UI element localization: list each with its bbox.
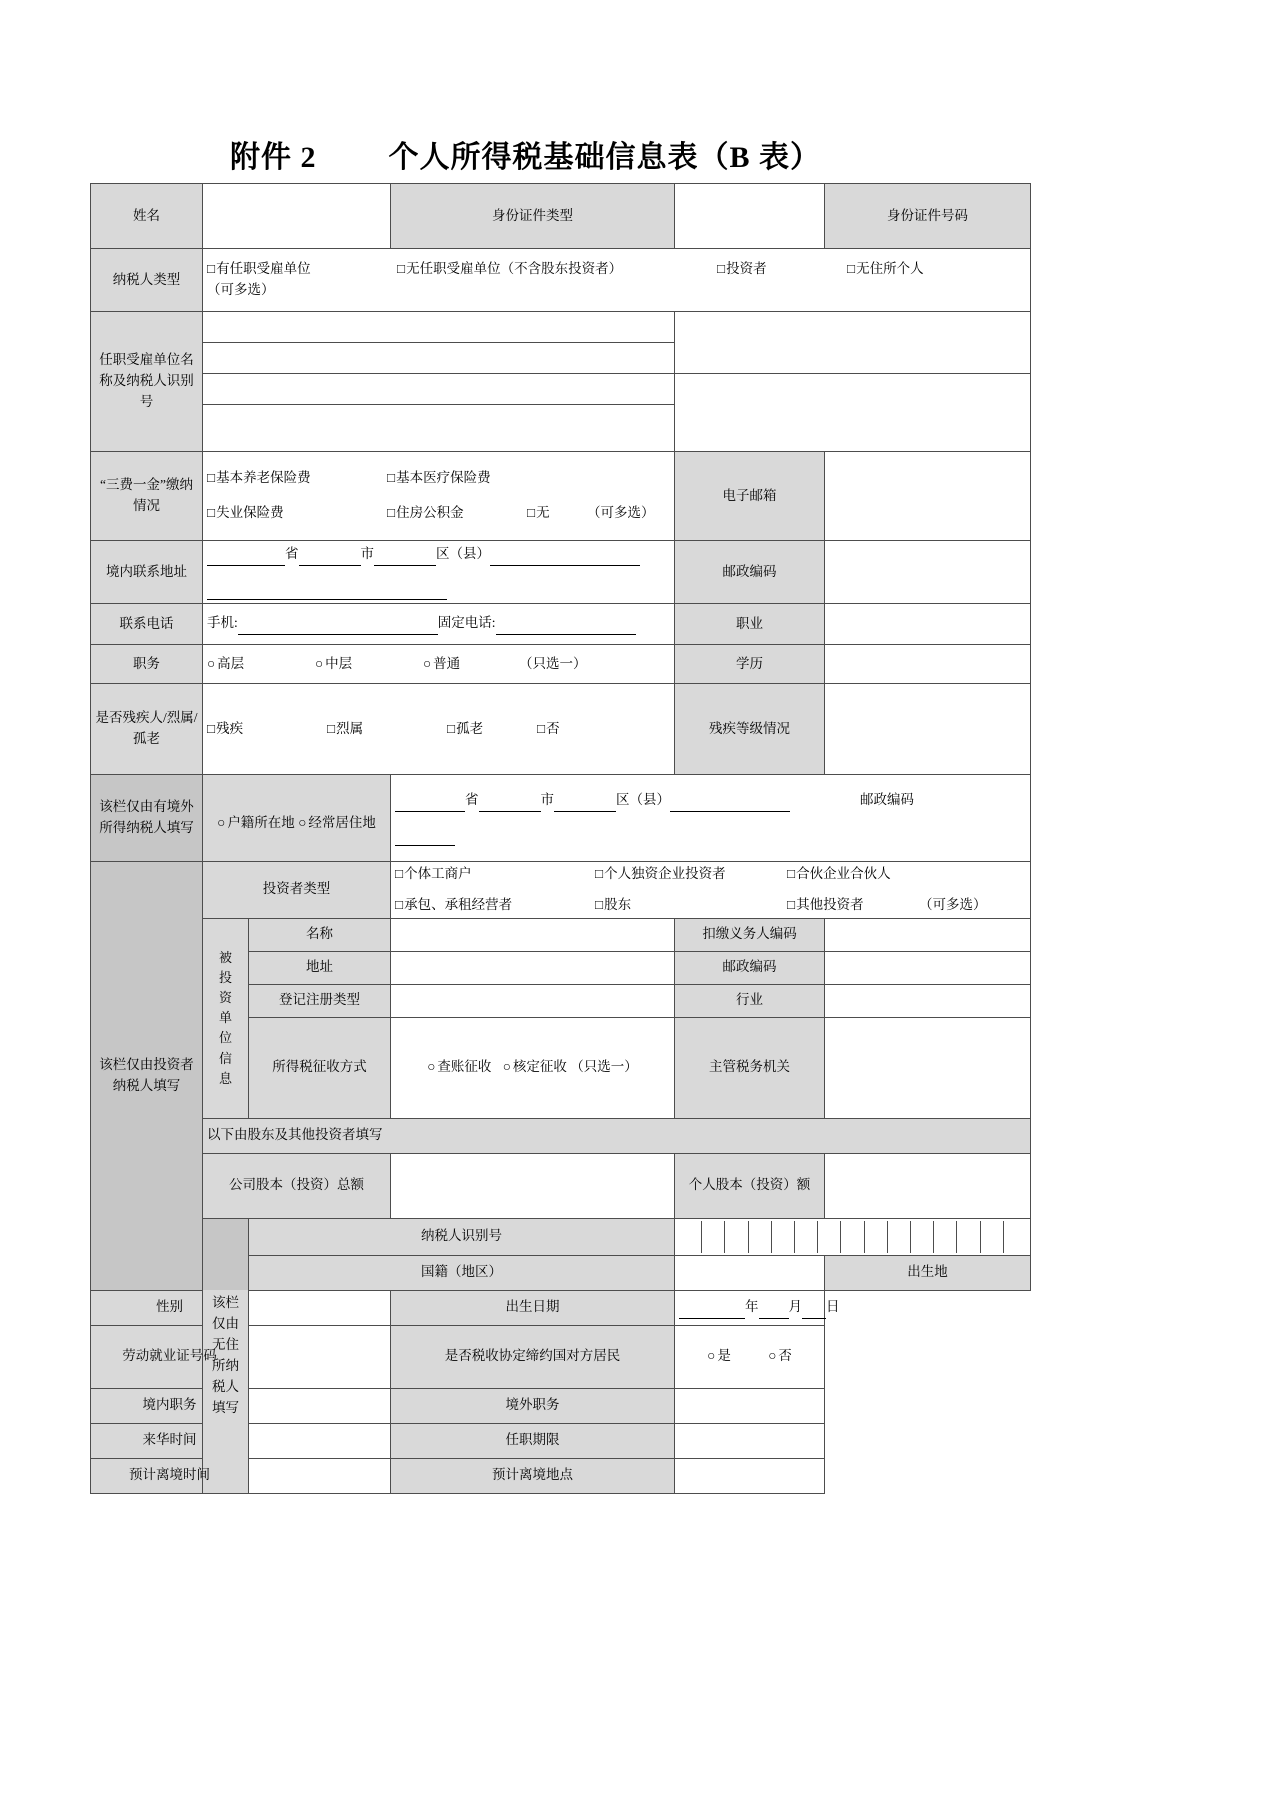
overseas-address-line-1[interactable] <box>395 790 1026 812</box>
checkbox-disability-3[interactable]: □ 否 <box>537 719 560 740</box>
value-personal-capital[interactable] <box>825 1153 1031 1218</box>
label-investor-type: 投资者类型 <box>203 862 391 919</box>
label-domestic-address: 境内联系地址 <box>91 541 203 604</box>
mobile-label: 手机: <box>207 615 238 631</box>
checkbox-three-fees-3[interactable]: □ 住房公积金 <box>387 503 527 524</box>
label-industry: 行业 <box>675 984 825 1017</box>
checkbox-three-fees-4[interactable]: □ 无 <box>527 503 587 524</box>
value-competent-tax-authority[interactable] <box>825 1017 1031 1118</box>
row-arrival-term <box>91 1423 1031 1458</box>
tid-box[interactable] <box>818 1221 841 1253</box>
vertical-char: 投 <box>218 969 232 985</box>
value-nationality[interactable] <box>675 1255 825 1290</box>
radio-position-2[interactable]: ○ 普通 <box>423 654 519 675</box>
value-treaty-resident[interactable] <box>675 1325 825 1388</box>
row-position <box>91 645 1031 684</box>
value-employer-name-2[interactable] <box>203 343 675 374</box>
overseas-residence-options[interactable] <box>203 775 391 862</box>
address-city-label: 市 <box>360 546 374 562</box>
value-arrival-date[interactable] <box>249 1423 391 1458</box>
checkbox-disability-2[interactable]: □ 孤老 <box>447 719 537 740</box>
row-shareholder-note <box>91 1118 1031 1153</box>
value-employer-name-4[interactable] <box>203 405 675 452</box>
label-employer: 任职受雇单位名称及纳税人识别号 <box>91 312 203 452</box>
attachment-number: 附件 2 <box>230 141 317 174</box>
label-disability-level: 残疾等级情况 <box>675 684 825 775</box>
value-expected-departure-date[interactable] <box>249 1458 391 1493</box>
taxpayer-id-boxes[interactable] <box>679 1221 1026 1253</box>
value-disability-status[interactable] <box>203 684 675 775</box>
tid-box[interactable] <box>865 1221 888 1253</box>
label-position: 职务 <box>91 645 203 684</box>
row-three-fees <box>91 452 1031 541</box>
value-disability-level[interactable] <box>825 684 1031 775</box>
label-expected-departure-place: 预计离境地点 <box>391 1458 675 1493</box>
value-contact-phone[interactable] <box>203 604 675 645</box>
vertical-char: 被 <box>218 949 232 965</box>
value-name[interactable] <box>203 184 391 249</box>
label-disability-status: 是否残疾人/烈属/孤老 <box>91 684 203 775</box>
label-entity-name: 名称 <box>249 918 391 951</box>
row-disability <box>91 684 1031 775</box>
label-entity-postal-code: 邮政编码 <box>675 951 825 984</box>
row-entity-name <box>91 918 1031 951</box>
row-investor-type <box>91 862 1031 919</box>
address-district-label: 区（县） <box>436 546 490 562</box>
label-gender: 性别 <box>91 1290 249 1325</box>
value-collection-method[interactable] <box>391 1017 675 1118</box>
radio-position-0[interactable]: ○ 高层 <box>207 654 315 675</box>
label-contact-phone: 联系电话 <box>91 604 203 645</box>
section-label-overseas: 该栏仅由有境外所得纳税人填写 <box>91 775 203 862</box>
checkbox-taxpayer-type-3[interactable]: □ 无住所个人 <box>847 259 997 280</box>
value-email[interactable] <box>825 452 1031 541</box>
value-entity-postal-code[interactable] <box>825 951 1031 984</box>
label-taxpayer-id: 纳税人识别号 <box>249 1218 675 1255</box>
shareholder-note: 以下由股东及其他投资者填写 <box>203 1118 1031 1153</box>
value-overseas-position[interactable] <box>675 1388 825 1423</box>
position-note: （只选一） <box>519 655 587 671</box>
overseas-province-label: 省 <box>465 792 479 808</box>
tid-box[interactable] <box>841 1221 864 1253</box>
tax-basic-info-table <box>90 183 1031 1494</box>
label-three-fees: “三费一金”缴纳情况 <box>91 452 203 541</box>
row-employer-1 <box>91 312 1031 343</box>
three-fees-note: （可多选） <box>587 505 655 520</box>
row-name-id <box>91 184 1031 249</box>
investor-type-note: （可多选） <box>919 896 987 912</box>
form-title: 个人所得税基础信息表（B 表） <box>388 141 822 174</box>
value-term-of-office[interactable] <box>675 1423 825 1458</box>
value-employer-name-3[interactable] <box>203 374 675 405</box>
label-occupation: 职业 <box>675 604 825 645</box>
landline-label: 固定电话: <box>437 615 496 631</box>
section-label-nonresident: 该栏仅由无住所纳税人填写 <box>203 1218 249 1493</box>
checkbox-investor-type-2[interactable]: □ 合伙企业合伙人 <box>787 864 891 885</box>
value-occupation[interactable] <box>825 604 1031 645</box>
tid-box[interactable] <box>725 1221 748 1253</box>
checkbox-taxpayer-type-2[interactable]: □ 投资者 <box>717 259 847 280</box>
checkbox-disability-1[interactable]: □ 烈属 <box>327 719 447 740</box>
birth-day-label: 日 <box>826 1298 840 1314</box>
tid-box[interactable] <box>911 1221 934 1253</box>
vertical-char: 息 <box>218 1070 232 1086</box>
overseas-address-line-2[interactable] <box>395 824 1026 846</box>
label-expected-departure-date: 预计离境时间 <box>91 1458 249 1493</box>
row-overseas-income <box>91 775 1031 862</box>
value-gender[interactable] <box>249 1290 391 1325</box>
row-departure <box>91 1458 1031 1493</box>
row-domestic-address <box>91 541 1031 604</box>
value-employer-tin-1[interactable] <box>675 312 1031 374</box>
address-line-2[interactable] <box>207 578 670 600</box>
value-domestic-position[interactable] <box>249 1388 391 1423</box>
checkbox-investor-type-3[interactable]: □ 承包、承租经营者 <box>395 895 595 916</box>
row-employer-3 <box>91 374 1031 405</box>
checkbox-investor-type-0[interactable]: □ 个体工商户 <box>395 864 595 885</box>
value-education[interactable] <box>825 645 1031 684</box>
checkbox-three-fees-0[interactable]: □ 基本养老保险费 <box>207 468 387 489</box>
checkbox-three-fees-1[interactable]: □ 基本医疗保险费 <box>387 468 491 489</box>
checkbox-investor-type-1[interactable]: □ 个人独资企业投资者 <box>595 864 787 885</box>
overseas-city-label: 市 <box>540 792 554 808</box>
vertical-char: 资 <box>218 990 232 1006</box>
radio-treaty-yes[interactable]: ○ 是 <box>707 1346 731 1367</box>
label-education: 学历 <box>675 645 825 684</box>
radio-household-registration[interactable]: ○ 户籍所在地 <box>217 813 295 834</box>
value-employment-permit[interactable] <box>249 1325 391 1388</box>
tid-box[interactable] <box>772 1221 795 1253</box>
birth-month-label: 月 <box>788 1298 802 1314</box>
checkbox-investor-type-4[interactable]: □ 股东 <box>595 895 787 916</box>
value-taxpayer-type[interactable] <box>203 249 1031 312</box>
value-company-capital[interactable] <box>391 1153 675 1218</box>
label-postal-code: 邮政编码 <box>675 541 825 604</box>
value-industry[interactable] <box>825 984 1031 1017</box>
checkbox-taxpayer-type-0[interactable]: □ 有任职受雇单位 <box>207 259 397 280</box>
label-overseas-position: 境外职务 <box>391 1388 675 1423</box>
page-title <box>90 132 1030 176</box>
tid-box[interactable] <box>888 1221 911 1253</box>
label-birth-place: 出生地 <box>825 1255 1031 1290</box>
birth-year-label: 年 <box>745 1298 759 1314</box>
label-invested-unit-info <box>203 918 249 1118</box>
tid-box[interactable] <box>981 1221 1004 1253</box>
collection-method-note: （只选一） <box>570 1059 638 1075</box>
value-registration-type[interactable] <box>391 984 675 1017</box>
address-province-label: 省 <box>285 546 299 562</box>
label-nationality: 国籍（地区） <box>249 1255 675 1290</box>
tid-box[interactable] <box>1004 1221 1026 1253</box>
value-entity-name[interactable] <box>391 918 675 951</box>
radio-collection-assessed[interactable]: ○ 核定征收 <box>503 1057 567 1078</box>
label-id-type: 身份证件类型 <box>391 184 675 249</box>
checkbox-three-fees-2[interactable]: □ 失业保险费 <box>207 503 387 524</box>
label-withholding-agent-code: 扣缴义务人编码 <box>675 918 825 951</box>
label-treaty-resident: 是否税收协定缔约国对方居民 <box>391 1325 675 1388</box>
label-email: 电子邮箱 <box>675 452 825 541</box>
vertical-char: 单 <box>218 1010 232 1026</box>
vertical-char: 信 <box>218 1050 232 1066</box>
value-withholding-agent-code[interactable] <box>825 918 1031 951</box>
label-taxpayer-type: 纳税人类型 <box>91 249 203 312</box>
value-id-type[interactable] <box>675 184 825 249</box>
row-nonresident-taxpayer-id <box>91 1218 1031 1255</box>
tid-box[interactable] <box>957 1221 980 1253</box>
overseas-postal-label: 邮政编码 <box>860 792 914 808</box>
tid-box[interactable] <box>934 1221 957 1253</box>
value-employer-name-1[interactable] <box>203 312 675 343</box>
label-employment-permit: 劳动就业证号码 <box>91 1325 249 1388</box>
tid-box[interactable] <box>702 1221 725 1253</box>
row-capital <box>91 1153 1031 1218</box>
checkbox-taxpayer-type-1[interactable]: □ 无任职受雇单位（不含股东投资者） <box>397 259 717 280</box>
label-competent-tax-authority: 主管税务机关 <box>675 1017 825 1118</box>
address-line-1[interactable] <box>207 544 670 566</box>
tid-box[interactable] <box>795 1221 818 1253</box>
row-contact-phone <box>91 604 1031 645</box>
value-investor-type[interactable] <box>391 862 1031 919</box>
label-term-of-office: 任职期限 <box>391 1423 675 1458</box>
taxpayer-type-note: （可多选） <box>207 282 275 297</box>
section-label-investor: 该栏仅由投资者纳税人填写 <box>91 862 203 1291</box>
label-registration-type: 登记注册类型 <box>249 984 391 1017</box>
radio-treaty-no[interactable]: ○ 否 <box>768 1346 792 1367</box>
checkbox-investor-type-5[interactable]: □ 其他投资者 <box>787 895 919 916</box>
radio-habitual-residence[interactable]: ○ 经常居住地 <box>298 813 376 834</box>
value-expected-departure-place[interactable] <box>675 1458 825 1493</box>
label-collection-method: 所得税征收方式 <box>249 1017 391 1118</box>
value-birth-date[interactable] <box>675 1290 840 1325</box>
label-personal-capital: 个人股本（投资）额 <box>675 1153 825 1218</box>
label-company-capital: 公司股本（投资）总额 <box>203 1153 391 1218</box>
value-employer-tin-2[interactable] <box>675 374 1031 452</box>
tid-box[interactable] <box>679 1221 702 1253</box>
label-birth-date: 出生日期 <box>391 1290 675 1325</box>
value-position[interactable] <box>203 645 675 684</box>
label-domestic-position: 境内职务 <box>91 1388 249 1423</box>
value-three-fees[interactable] <box>203 452 675 541</box>
value-domestic-address[interactable] <box>203 541 675 604</box>
radio-collection-audit[interactable]: ○ 查账征收 <box>427 1057 491 1078</box>
label-name: 姓名 <box>91 184 203 249</box>
checkbox-disability-0[interactable]: □ 残疾 <box>207 719 327 740</box>
value-overseas-address[interactable] <box>391 775 1031 862</box>
value-entity-address[interactable] <box>391 951 675 984</box>
label-arrival-date: 来华时间 <box>91 1423 249 1458</box>
vertical-char: 位 <box>218 1030 232 1046</box>
label-entity-address: 地址 <box>249 951 391 984</box>
tid-box[interactable] <box>749 1221 772 1253</box>
label-id-number: 身份证件号码 <box>825 184 1031 249</box>
value-postal-code[interactable] <box>825 541 1031 604</box>
value-taxpayer-id-grid[interactable] <box>675 1218 1031 1255</box>
overseas-district-label: 区（县） <box>616 792 670 808</box>
row-taxpayer-type <box>91 249 1031 312</box>
radio-position-1[interactable]: ○ 中层 <box>315 654 423 675</box>
